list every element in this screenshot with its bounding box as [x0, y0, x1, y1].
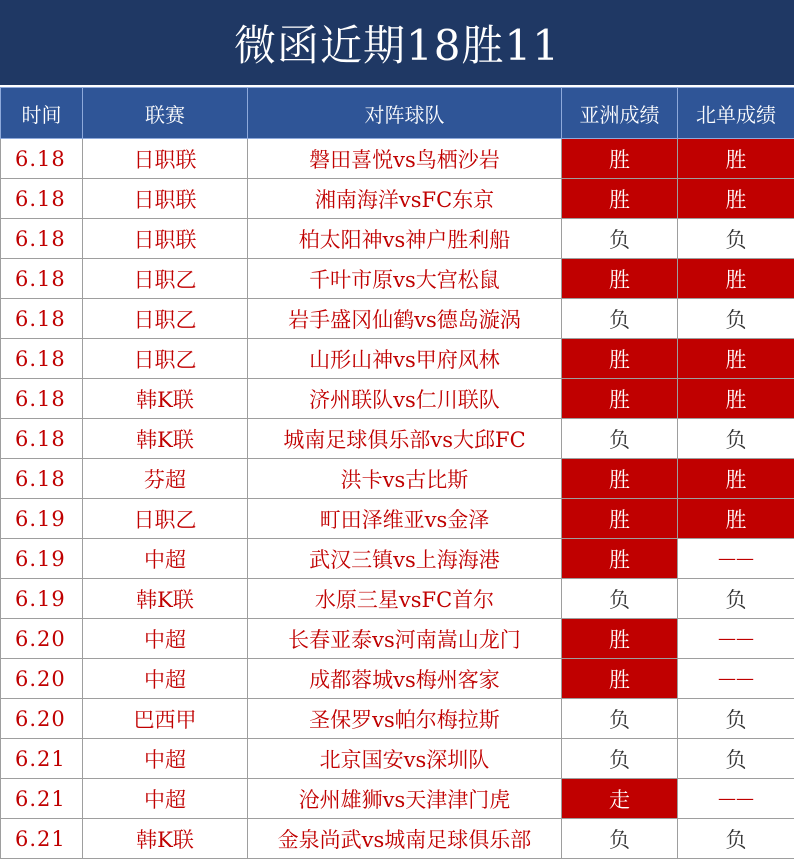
match-cell: 济州联队vs仁川联队: [248, 379, 562, 419]
asia-result-cell: 胜: [562, 259, 678, 299]
beidan-result-cell: 负: [678, 819, 794, 859]
asia-result-cell: 胜: [562, 619, 678, 659]
league-cell: 巴西甲: [83, 699, 248, 739]
header-row: [1, 88, 794, 139]
table-row: [1, 779, 794, 819]
league-cell: 日职乙: [83, 299, 248, 339]
match-cell: 北京国安vs深圳队: [248, 739, 562, 779]
league-cell: 日职联: [83, 179, 248, 219]
asia-result-cell: 走: [562, 779, 678, 819]
league-cell: 日职联: [83, 139, 248, 179]
time-cell: 6.20: [1, 619, 83, 659]
asia-result-cell: 胜: [562, 659, 678, 699]
league-cell: 中超: [83, 739, 248, 779]
header-match: 对阵球队: [248, 88, 562, 139]
league-cell: 韩K联: [83, 819, 248, 859]
match-cell: 柏太阳神vs神户胜利船: [248, 219, 562, 259]
match-cell: 金泉尚武vs城南足球俱乐部: [248, 819, 562, 859]
table-row: [1, 659, 794, 699]
league-cell: 日职联: [83, 219, 248, 259]
header-league: 联赛: [83, 88, 248, 139]
asia-result-cell: 负: [562, 579, 678, 619]
asia-result-cell: 胜: [562, 499, 678, 539]
asia-result-cell: 负: [562, 219, 678, 259]
league-cell: 中超: [83, 619, 248, 659]
table-row: [1, 499, 794, 539]
asia-result-cell: 胜: [562, 459, 678, 499]
time-cell: 6.18: [1, 419, 83, 459]
match-cell: 湘南海洋vsFC东京: [248, 179, 562, 219]
match-cell: 山形山神vs甲府风林: [248, 339, 562, 379]
match-cell: 岩手盛冈仙鹤vs德岛漩涡: [248, 299, 562, 339]
league-cell: 日职乙: [83, 499, 248, 539]
time-cell: 6.21: [1, 819, 83, 859]
table-row: [1, 419, 794, 459]
time-cell: 6.20: [1, 699, 83, 739]
table-body: [1, 139, 794, 859]
table-row: [1, 179, 794, 219]
time-cell: 6.18: [1, 219, 83, 259]
sheet-title: 微函近期18胜11: [0, 0, 794, 87]
beidan-result-cell: 负: [678, 219, 794, 259]
beidan-result-cell: ——: [678, 539, 794, 579]
league-cell: 中超: [83, 659, 248, 699]
league-cell: 日职乙: [83, 259, 248, 299]
beidan-result-cell: 负: [678, 419, 794, 459]
beidan-result-cell: 胜: [678, 459, 794, 499]
league-cell: 韩K联: [83, 579, 248, 619]
table-row: [1, 619, 794, 659]
league-cell: 中超: [83, 539, 248, 579]
beidan-result-cell: ——: [678, 619, 794, 659]
table-row: [1, 259, 794, 299]
time-cell: 6.20: [1, 659, 83, 699]
asia-result-cell: 胜: [562, 179, 678, 219]
league-cell: 韩K联: [83, 379, 248, 419]
time-cell: 6.18: [1, 139, 83, 179]
beidan-result-cell: ——: [678, 659, 794, 699]
league-cell: 韩K联: [83, 419, 248, 459]
time-cell: 6.19: [1, 499, 83, 539]
asia-result-cell: 胜: [562, 379, 678, 419]
beidan-result-cell: 胜: [678, 339, 794, 379]
table-row: [1, 699, 794, 739]
beidan-result-cell: 负: [678, 579, 794, 619]
beidan-result-cell: 胜: [678, 499, 794, 539]
time-cell: 6.18: [1, 339, 83, 379]
match-cell: 城南足球俱乐部vs大邱FC: [248, 419, 562, 459]
asia-result-cell: 负: [562, 299, 678, 339]
time-cell: 6.21: [1, 779, 83, 819]
asia-result-cell: 胜: [562, 339, 678, 379]
table-row: [1, 579, 794, 619]
time-cell: 6.18: [1, 179, 83, 219]
beidan-result-cell: 负: [678, 699, 794, 739]
time-cell: 6.18: [1, 379, 83, 419]
table-row: [1, 219, 794, 259]
match-cell: 圣保罗vs帕尔梅拉斯: [248, 699, 562, 739]
asia-result-cell: 负: [562, 699, 678, 739]
match-cell: 千叶市原vs大宫松鼠: [248, 259, 562, 299]
time-cell: 6.19: [1, 539, 83, 579]
league-cell: 芬超: [83, 459, 248, 499]
match-cell: 长春亚泰vs河南嵩山龙门: [248, 619, 562, 659]
asia-result-cell: 胜: [562, 539, 678, 579]
beidan-result-cell: 胜: [678, 379, 794, 419]
table-row: [1, 299, 794, 339]
match-cell: 武汉三镇vs上海海港: [248, 539, 562, 579]
match-cell: 洪卡vs古比斯: [248, 459, 562, 499]
beidan-result-cell: 负: [678, 299, 794, 339]
time-cell: 6.18: [1, 459, 83, 499]
table-row: [1, 539, 794, 579]
table-row: [1, 339, 794, 379]
time-cell: 6.18: [1, 259, 83, 299]
time-cell: 6.18: [1, 299, 83, 339]
header-time: 时间: [1, 88, 83, 139]
beidan-result-cell: ——: [678, 779, 794, 819]
league-cell: 中超: [83, 779, 248, 819]
asia-result-cell: 负: [562, 739, 678, 779]
match-cell: 町田泽维亚vs金泽: [248, 499, 562, 539]
table-row: [1, 819, 794, 859]
match-cell: 磐田喜悦vs鸟栖沙岩: [248, 139, 562, 179]
table-row: [1, 139, 794, 179]
time-cell: 6.21: [1, 739, 83, 779]
match-cell: 水原三星vsFC首尔: [248, 579, 562, 619]
beidan-result-cell: 胜: [678, 259, 794, 299]
header-asia: 亚洲成绩: [562, 88, 678, 139]
match-cell: 成都蓉城vs梅州客家: [248, 659, 562, 699]
league-cell: 日职乙: [83, 339, 248, 379]
match-cell: 沧州雄狮vs天津津门虎: [248, 779, 562, 819]
beidan-result-cell: 胜: [678, 179, 794, 219]
table-row: [1, 459, 794, 499]
time-cell: 6.19: [1, 579, 83, 619]
table-row: [1, 379, 794, 419]
asia-result-cell: 负: [562, 419, 678, 459]
beidan-result-cell: 负: [678, 739, 794, 779]
asia-result-cell: 负: [562, 819, 678, 859]
beidan-result-cell: 胜: [678, 139, 794, 179]
table-row: [1, 739, 794, 779]
asia-result-cell: 胜: [562, 139, 678, 179]
header-beidan: 北单成绩: [678, 88, 794, 139]
results-table: [0, 87, 794, 859]
